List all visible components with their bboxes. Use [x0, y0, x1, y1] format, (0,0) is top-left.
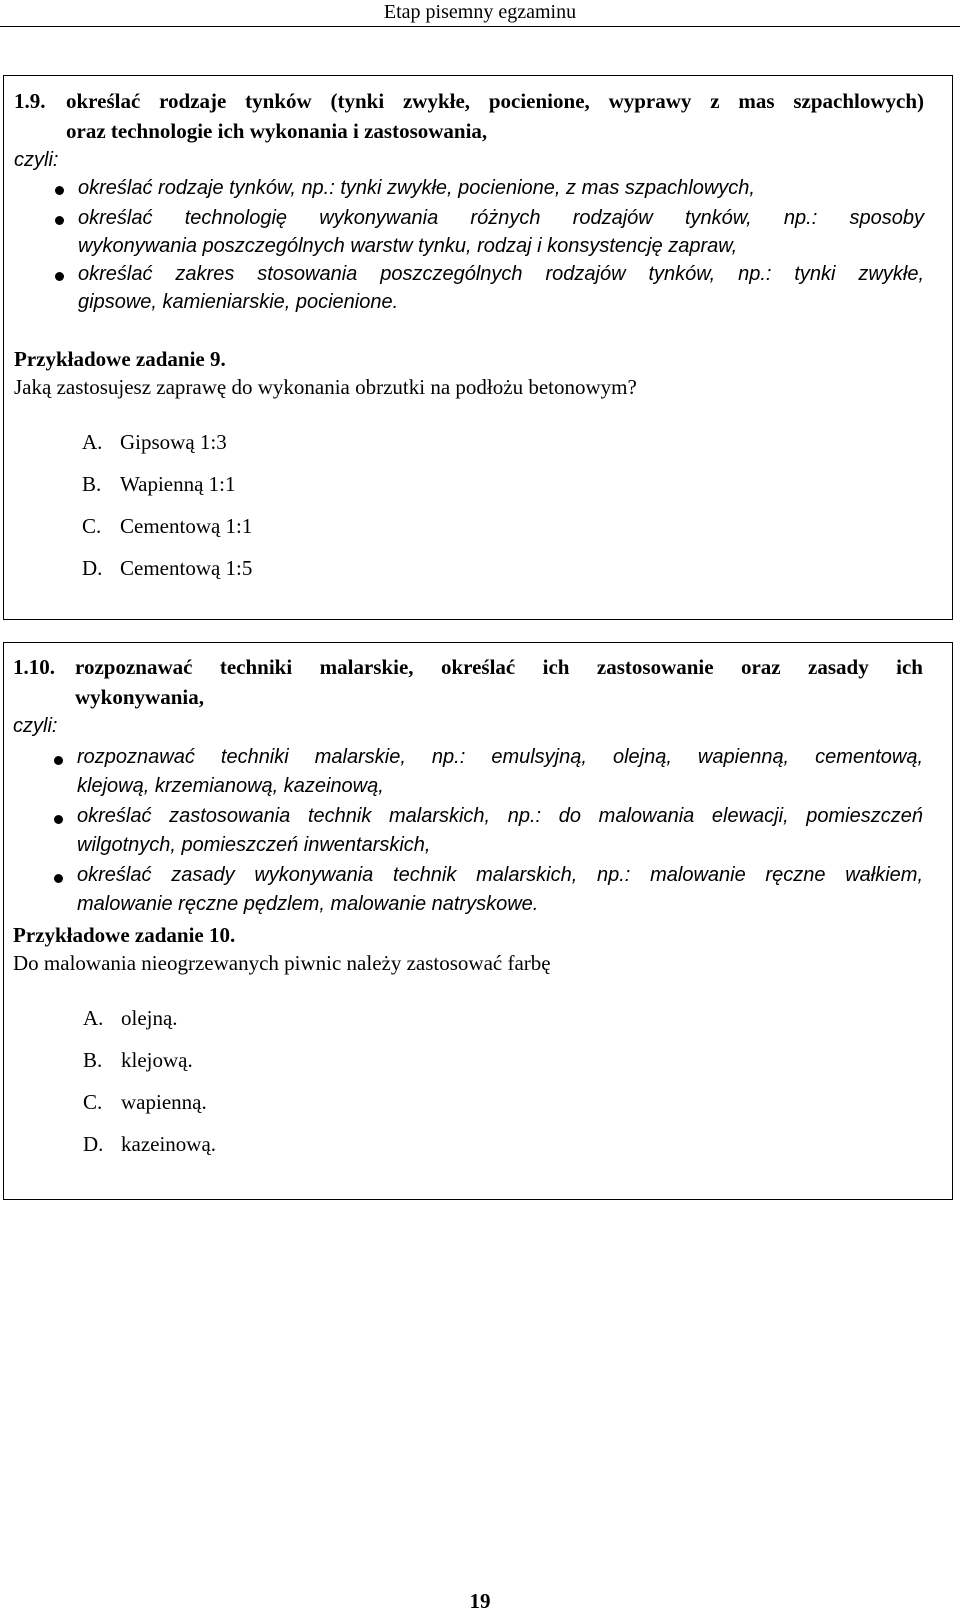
answer-option: A. Gipsową 1:3	[82, 430, 227, 454]
section-title-line1: rozpoznawać techniki malarskie, określać ich zastosowanie oraz zasady ich	[75, 655, 923, 679]
bullet-text: rozpoznawać techniki malarskie, np.: emulsyjną, olejną, wapienną, cementową,	[77, 746, 923, 768]
bullet-text: określać rodzaje tynków, np.: tynki zwykłe, pocienione, z mas szpachlowych,	[78, 177, 755, 199]
section-title-line2: oraz technologie ich wykonania i zastosowania,	[66, 119, 488, 143]
section-number: 1.10.	[13, 655, 55, 679]
bullet-text: określać zastosowania technik malarskich, np.: do malowania elewacji, pomieszczeń	[77, 805, 923, 827]
task-question: Do malowania nieogrzewanych piwnic należy zastosować farbę	[13, 951, 551, 975]
answer-option: B. klejową.	[83, 1048, 193, 1072]
bullet-text-continuation: malowanie ręczne pędzlem, malowanie natryskowe.	[77, 893, 539, 915]
bullet-icon	[55, 186, 64, 195]
answer-option: A. olejną.	[83, 1006, 178, 1030]
section-title-line1: określać rodzaje tynków (tynki zwykłe, pocienione, wyprawy z mas szpachlowych)	[66, 89, 924, 113]
section-title-line2: wykonywania,	[75, 685, 204, 709]
bullet-icon	[55, 216, 64, 225]
bullet-icon	[54, 815, 63, 824]
task-question: Jaką zastosujesz zaprawę do wykonania obrzutki na podłożu betonowym?	[14, 375, 637, 399]
running-header: Etap pisemny egzaminu	[383, 1, 577, 23]
section-1-9-box	[3, 75, 953, 620]
bullet-text-continuation: gipsowe, kamieniarskie, pocienione.	[78, 291, 399, 313]
bullet-text: określać technologię wykonywania różnych rodzajów tynków, np.: sposoby	[78, 207, 924, 229]
czyli-label: czyli:	[13, 715, 58, 737]
answer-option: D. Cementową 1:5	[82, 556, 253, 580]
section-number: 1.9.	[14, 89, 46, 113]
page-number: 19	[469, 1589, 491, 1613]
bullet-text-continuation: wykonywania poszczególnych warstw tynku, rodzaj i konsystencję zapraw,	[78, 235, 738, 257]
answer-option: C. wapienną.	[83, 1090, 207, 1114]
header-rule	[0, 26, 960, 27]
task-title: Przykładowe zadanie 10.	[13, 923, 236, 947]
answer-option: D. kazeinową.	[83, 1132, 217, 1156]
bullet-icon	[55, 272, 64, 281]
section-1-10-container	[3, 642, 953, 1200]
bullet-text-continuation: wilgotnych, pomieszczeń inwentarskich,	[77, 834, 431, 856]
bullet-icon	[54, 874, 63, 883]
answer-option: B. Wapienną 1:1	[82, 472, 236, 496]
bullet-icon	[54, 756, 63, 765]
task-title: Przykładowe zadanie 9.	[14, 347, 226, 371]
bullet-text: określać zasady wykonywania technik malarskich, np.: malowanie ręczne wałkiem,	[77, 864, 923, 886]
bullet-text-continuation: klejową, krzemianową, kazeinową,	[77, 775, 384, 797]
answer-option: C. Cementową 1:1	[82, 514, 253, 538]
bullet-text: określać zakres stosowania poszczególnych rodzajów tynków, np.: tynki zwykłe,	[78, 263, 924, 285]
czyli-label: czyli:	[14, 149, 59, 171]
